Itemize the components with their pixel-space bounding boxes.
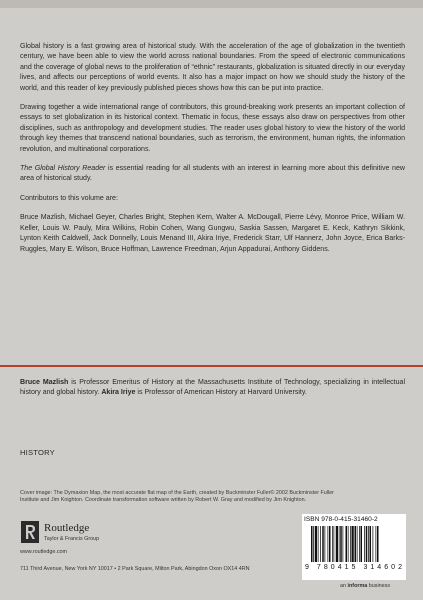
publisher-group: Taylor & Francis Group <box>44 536 100 542</box>
publisher-website: www.routledge.com <box>20 549 68 555</box>
barcode-bar <box>313 526 314 562</box>
informa-tagline <box>340 583 390 589</box>
publisher-name: Routledge <box>44 522 90 534</box>
barcode-bar <box>352 526 354 562</box>
barcode-digits: 9 780415 314602 <box>305 564 402 570</box>
blurb-paragraph-2: Drawing together a wide international range of contributors, this ground-breaking work presents an important collection of essays to set globalization in its historical context. Thematic in focus, these essays also draw on perspectives from other disciplines, such as anthropology and development studies. The reader uses global history to view the history of the world through key themes that transcend national boundaries, such as terrorism, the environment, human rights, the information revolution, and multinational corporations. <box>20 104 405 153</box>
barcode-bar <box>368 526 369 562</box>
author-bio-2: is Professor of American History at Harvard University. <box>135 389 307 397</box>
informa-suffix: business <box>367 583 391 589</box>
subject-category: HISTORY <box>20 448 55 457</box>
author-bio <box>20 378 405 399</box>
publisher-address: 711 Third Avenue, New York NY 10017 • 2 Park Square, Milton Park, Abingdon Oxon OX14 4RN <box>20 566 250 572</box>
routledge-logo-icon <box>20 520 40 544</box>
isbn-label: ISBN 978-0-415-31460-2 <box>304 516 378 523</box>
contributors-list: Bruce Mazlish, Michael Geyer, Charles Bright, Stephen Kern, Walter A. McDougall, Pierre Lévy, Monroe Price, William W. Keller, Louis W. Pauly, Mira Wilkins, Robin Cohen, Wang Gungwu, Saskia Sassen, Margaret E. Keck, Kathryn Sikkink, Lynton Keith Caldwell, Jack Donnelly, Louis Menand III, Akira Iriye, Frederick Starr, Ulf Hannerz, John Joyce, Erica Barks-Ruggles, Mary E. Wilson, Bruce Hoffman, Lawrence Freedman, Arjun Appadurai, Anthony Giddens. <box>20 214 405 253</box>
barcode-bar <box>334 526 335 562</box>
author-name-1: Bruce Mazlish <box>20 379 69 386</box>
barcode-bar <box>343 526 344 562</box>
barcode-bar <box>320 526 321 562</box>
barcode-bar <box>325 526 326 562</box>
barcode-bar <box>339 526 340 562</box>
informa-brand: informa <box>347 583 368 589</box>
barcode-bar <box>346 526 348 562</box>
barcode-bar <box>370 526 372 562</box>
barcode-bar <box>359 526 360 562</box>
blurb-paragraph-3-rest: is essential reading for all students with an interest in learning more about this definitive new area of historical study. <box>20 165 405 183</box>
barcode-bar <box>332 526 333 562</box>
blurb-paragraph-3 <box>20 164 405 185</box>
author-name-2: Akira Iriye <box>101 389 136 397</box>
cover-credit: Cover image: The Dymaxion Map, the most accurate flat map of the Earth, created by Buckminster Fuller© 2002 Buckminster Fuller Institute and Jim Knighton. Coordinate transformation software written by Robert W. Gray and modified by Jim Knighton. <box>20 490 334 504</box>
author-bio-1: is Professor Emeritus of History at the Massachusetts Institute of Technology, specializing in intellectual history and global history. <box>20 379 406 397</box>
book-title: The Global History Reader <box>20 165 106 173</box>
barcode-bar <box>373 526 374 562</box>
contributors-heading: Contributors to this volume are: <box>20 194 118 202</box>
barcode-bar <box>340 526 342 562</box>
barcode-bar <box>348 526 349 562</box>
barcode-bar <box>364 526 365 562</box>
barcode-bar <box>329 526 331 562</box>
barcode-bar <box>377 526 379 562</box>
informa-prefix: an <box>340 583 348 589</box>
barcode <box>304 526 404 570</box>
barcode-bar <box>322 526 324 562</box>
barcode-bar <box>318 526 319 562</box>
barcode-bar <box>357 526 358 562</box>
barcode-bar <box>315 526 317 562</box>
barcode-bar <box>355 526 357 562</box>
barcode-bar <box>336 526 338 562</box>
barcode-bar <box>328 526 329 562</box>
top-band <box>0 0 423 8</box>
barcode-bar <box>350 526 351 562</box>
barcode-bar <box>366 526 368 562</box>
blurb-paragraph-1: Global history is a fast growing area of historical study. With the acceleration of the age of globalization in the twentieth century, we have been able to view the world across national boundaries. From the speed of electronic communications and the coverage of global news to the proliferation of “ethnic” restaurants, globalization is situated directly in our everyday lives, and affects our perceptions of world events. It also has a major impact on how we should study the history of the world, and this reader of key previously published pieces shows how this can be put into practice. <box>20 43 405 92</box>
blurb <box>20 42 405 264</box>
divider-rule <box>0 365 423 367</box>
barcode-bar <box>361 526 363 562</box>
barcode-bar <box>376 526 377 562</box>
barcode-bar <box>311 526 313 562</box>
